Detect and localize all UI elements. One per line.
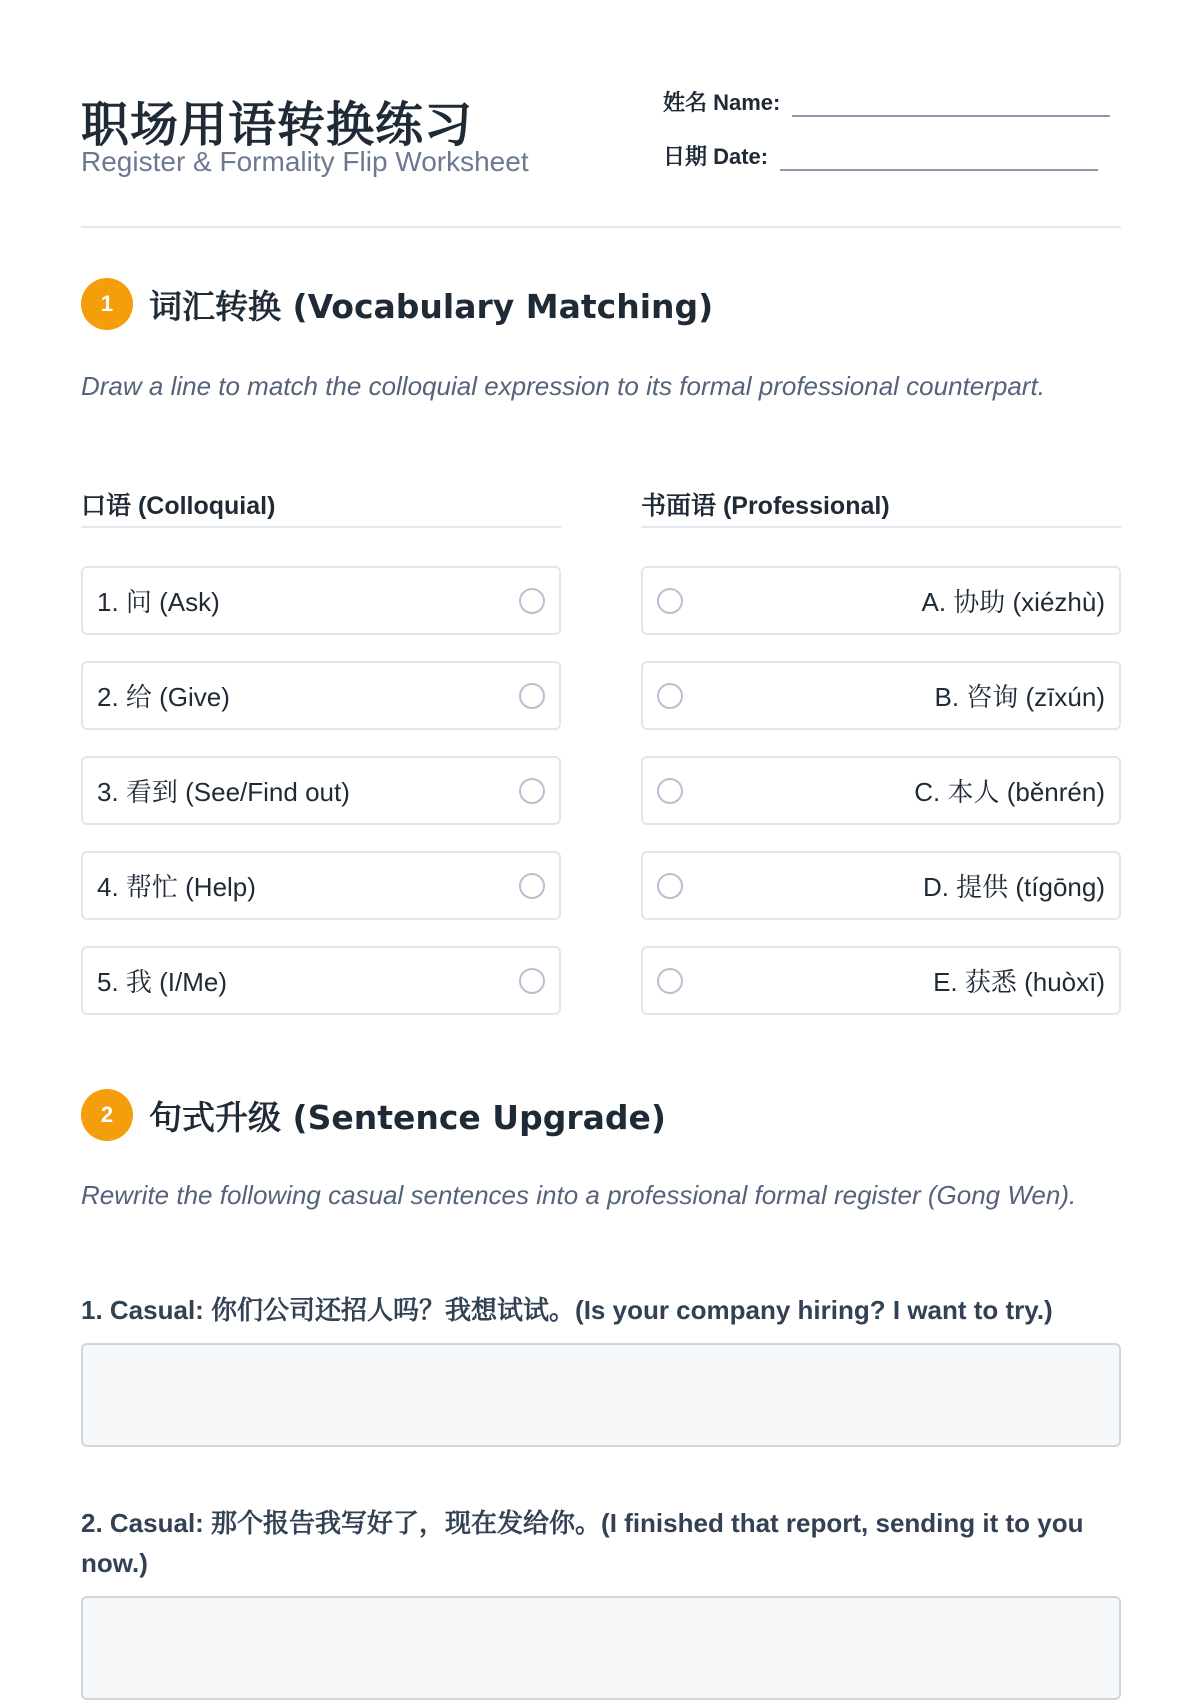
colloquial-column — [81, 480, 561, 997]
professional-item-label: C. 本人 (běnrén) — [914, 777, 1105, 807]
colloquial-item-label: 4. 帮忙 (Help) — [97, 872, 256, 902]
colloquial-item-label: 3. 看到 (See/Find out) — [97, 777, 350, 807]
colloquial-item[interactable] — [81, 566, 561, 635]
page-subtitle: Register & Formality Flip Worksheet — [81, 146, 529, 177]
worksheet-header — [81, 78, 1121, 228]
date-blank-line[interactable] — [780, 141, 1098, 171]
answer-input-box[interactable] — [81, 1596, 1121, 1700]
colloquial-item[interactable] — [81, 851, 561, 920]
match-point-radio[interactable] — [657, 873, 683, 899]
colloquial-item-label: 2. 给 (Give) — [97, 682, 230, 712]
question-prompt: 2. Casual: 那个报告我写好了，现在发给你。(I finished that report, sending it to you now.) — [81, 1508, 1084, 1578]
colloquial-column-header: 口语 (Colloquial) — [81, 480, 561, 528]
match-point-radio[interactable] — [657, 683, 683, 709]
match-point-radio[interactable] — [657, 968, 683, 994]
colloquial-item-label: 5. 我 (I/Me) — [97, 967, 228, 997]
professional-item[interactable] — [641, 946, 1121, 1015]
header-divider — [81, 226, 1121, 228]
section-number-badge: 2 — [81, 1089, 133, 1141]
section-2-instruction: Rewrite the following casual sentences into a professional formal register (Gong Wen). — [81, 1180, 1077, 1210]
match-point-radio[interactable] — [657, 588, 683, 614]
section-title: 句式升级 (Sentence Upgrade) — [149, 1097, 666, 1137]
professional-item[interactable] — [641, 566, 1121, 635]
question-prompt: 1. Casual: 你们公司还招人吗？我想试试。(Is your company hiring? I want to try.) — [81, 1295, 1053, 1325]
section-number-badge: 1 — [81, 278, 133, 330]
match-point-radio[interactable] — [519, 778, 545, 804]
match-point-radio[interactable] — [519, 588, 545, 614]
section-title: 词汇转换 (Vocabulary Matching) — [149, 286, 714, 326]
professional-item[interactable] — [641, 851, 1121, 920]
page-title: 职场用语转换练习 — [81, 97, 474, 153]
section-1-instruction: Draw a line to match the colloquial expression to its formal professional counterpart. — [81, 371, 1045, 401]
date-label: 日期 Date: — [663, 144, 769, 169]
name-field[interactable] — [663, 86, 1110, 117]
match-point-radio[interactable] — [657, 778, 683, 804]
date-field[interactable] — [663, 140, 1098, 171]
colloquial-item[interactable] — [81, 756, 561, 825]
colloquial-item-label: 1. 问 (Ask) — [97, 587, 220, 617]
professional-column-header: 书面语 (Professional) — [641, 480, 1121, 528]
professional-item-label: B. 咨询 (zīxún) — [934, 682, 1105, 712]
match-point-radio[interactable] — [519, 968, 545, 994]
colloquial-item[interactable] — [81, 661, 561, 730]
match-point-radio[interactable] — [519, 873, 545, 899]
section-1-heading — [81, 278, 713, 330]
professional-column — [641, 480, 1121, 997]
professional-item[interactable] — [641, 756, 1121, 825]
name-blank-line[interactable] — [792, 87, 1110, 117]
colloquial-item[interactable] — [81, 946, 561, 1015]
professional-item-label: E. 获悉 (huòxī) — [933, 967, 1105, 997]
professional-item-label: A. 协助 (xiézhù) — [921, 587, 1105, 617]
professional-item[interactable] — [641, 661, 1121, 730]
match-point-radio[interactable] — [519, 683, 545, 709]
answer-input-box[interactable] — [81, 1343, 1121, 1447]
professional-item-label: D. 提供 (tígōng) — [922, 872, 1105, 902]
section-2-heading — [81, 1089, 666, 1141]
name-label: 姓名 Name: — [663, 90, 781, 115]
